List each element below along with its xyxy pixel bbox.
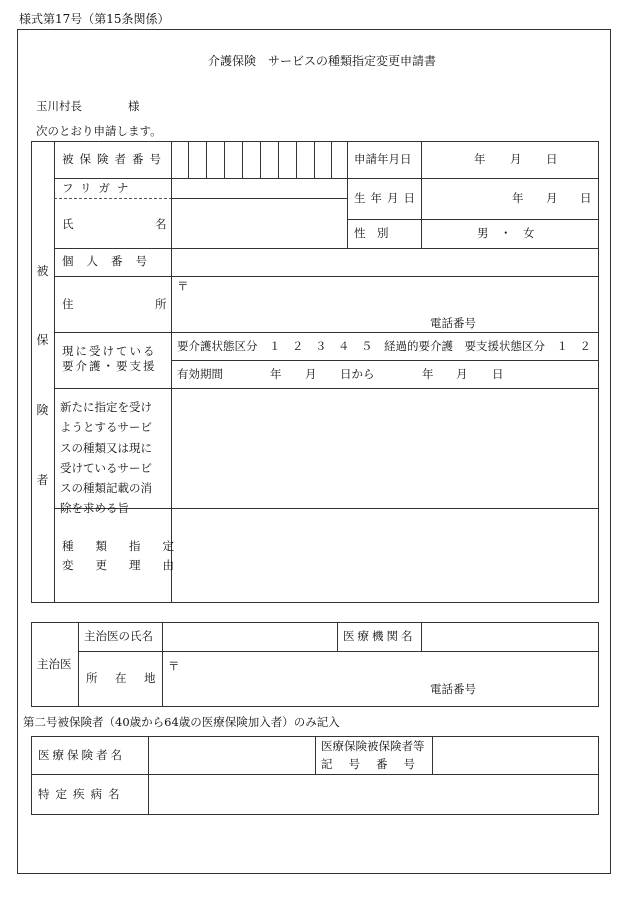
doctor-address-label-2: 在 xyxy=(115,671,127,685)
disease-field[interactable] xyxy=(149,775,598,814)
honorific: 様 xyxy=(128,99,140,113)
insured-section-char-1: 被 xyxy=(36,264,49,278)
new-service-field[interactable] xyxy=(172,389,598,508)
furigana-field[interactable] xyxy=(172,179,347,198)
valid-from-day: 日から xyxy=(340,367,375,381)
apply-date-year: 年 xyxy=(474,152,486,166)
insurer-name-field[interactable] xyxy=(149,737,315,774)
insured-symbol-label-line2: 記号番号 xyxy=(321,757,431,771)
birth-date-label: 生年月日 xyxy=(354,191,420,205)
page-title: 介護保険 サービスの種類指定変更申請書 xyxy=(208,54,437,68)
reason-label-line1: 種類指定 xyxy=(62,539,196,553)
insured-number-label: 被保険者番号 xyxy=(62,152,167,166)
personal-number-field[interactable] xyxy=(172,249,598,276)
name-field[interactable] xyxy=(172,199,347,248)
institution-field[interactable] xyxy=(422,623,598,651)
doctor-phone-label: 電話番号 xyxy=(430,682,476,696)
care-label-line2: 要介護・要支援 xyxy=(62,359,157,373)
birth-year: 年 xyxy=(512,191,524,205)
postal-mark: 〒 xyxy=(177,279,189,293)
apply-date-month: 月 xyxy=(510,152,522,166)
care-label-line1: 現に受けている xyxy=(62,344,157,358)
doctor-name-field[interactable] xyxy=(163,623,337,651)
personal-number-label: 個人番号 xyxy=(62,254,160,268)
phone-label: 電話番号 xyxy=(430,316,476,330)
valid-from-year: 年 xyxy=(270,367,282,381)
doctor-address-label-1: 所 xyxy=(86,671,98,685)
insured-section-char-4: 者 xyxy=(36,473,49,487)
insured-symbol-label-line1: 医療保険被保険者等 xyxy=(321,739,425,753)
valid-from-month: 月 xyxy=(305,367,317,381)
apply-date-label: 申請年月日 xyxy=(354,152,412,166)
intro-text: 次のとおり申請します。 xyxy=(36,124,162,138)
doctor-address-label-3: 地 xyxy=(144,671,156,685)
sex-options[interactable]: 男 ・ 女 xyxy=(477,226,535,240)
doctor-section-label: 主治医 xyxy=(37,657,72,671)
valid-period-label: 有効期間 xyxy=(177,367,223,381)
furigana-label: フリガナ xyxy=(62,181,136,195)
reason-label-line2: 変更理由 xyxy=(62,558,196,572)
apply-date-field[interactable] xyxy=(422,142,598,178)
new-service-label: 新たに指定を受け ようとするサービ スの種類又は現に 受けているサービ スの種類記載の消 除を求める旨 xyxy=(60,400,152,516)
insured-symbol-field[interactable] xyxy=(433,737,598,774)
addressee: 玉川村長 xyxy=(36,99,82,113)
doctor-postal-mark: 〒 xyxy=(168,659,180,673)
insurer-name-label: 医療保険者名 xyxy=(38,748,125,762)
disease-label: 特定疾病名 xyxy=(38,787,126,801)
institution-label: 医療機関名 xyxy=(343,629,416,643)
doctor-address-field[interactable] xyxy=(163,652,598,706)
care-status-options[interactable]: 要介護状態区分 １ ２ ３ ４ ５ 経過的要介護 要支援状態区分 １ ２ xyxy=(177,339,591,353)
doctor-name-label: 主治医の氏名 xyxy=(84,629,153,643)
valid-to-day: 日 xyxy=(492,367,504,381)
reason-field[interactable] xyxy=(172,509,598,602)
name-label-1: 氏 xyxy=(62,217,74,231)
birth-month: 月 xyxy=(546,191,558,205)
name-label-2: 名 xyxy=(155,217,167,231)
insured-section-char-3: 険 xyxy=(36,403,49,417)
valid-to-month: 月 xyxy=(456,367,468,381)
address-label-2: 所 xyxy=(155,297,167,311)
birth-day: 日 xyxy=(580,191,592,205)
address-label-1: 住 xyxy=(62,297,74,311)
insured-section-char-2: 保 xyxy=(36,333,49,347)
sex-label: 性 別 xyxy=(354,226,389,240)
address-field[interactable] xyxy=(172,277,598,332)
second-insured-note: 第二号被保険者（40歳から64歳の医療保険加入者）のみ記入 xyxy=(23,715,340,729)
apply-date-day: 日 xyxy=(546,152,558,166)
valid-to-year: 年 xyxy=(422,367,434,381)
form-number: 様式第17号（第15条関係） xyxy=(19,12,170,26)
